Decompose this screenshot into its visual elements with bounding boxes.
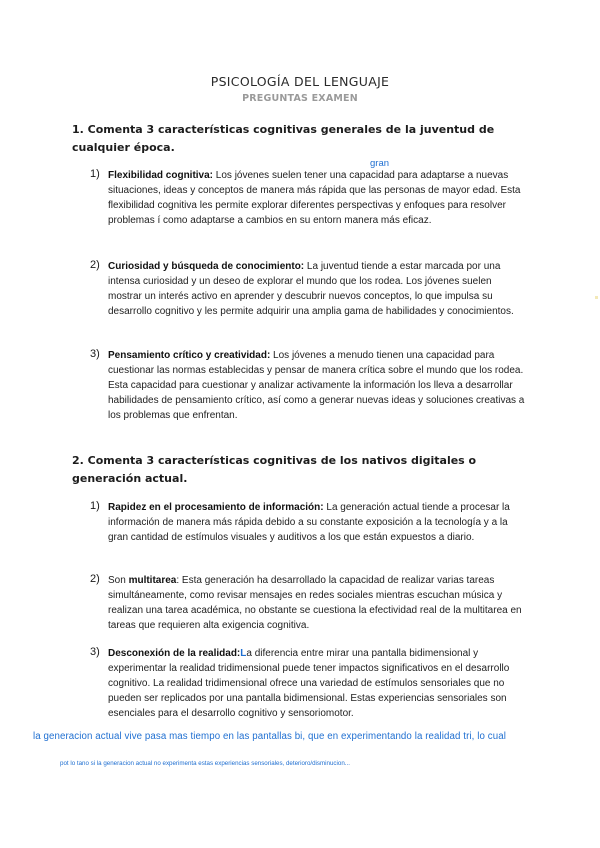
handwritten-note-inline: gran	[370, 158, 390, 169]
item-term: Rapidez en el procesamiento de información:	[108, 502, 324, 513]
item-text	[108, 168, 528, 228]
margin-mark	[595, 296, 598, 299]
item-number: 3)	[90, 646, 100, 658]
page-subtitle: PREGUNTAS EXAMEN	[242, 93, 358, 104]
handwritten-note-line-2: pot lo tano si la generacion actual no experimenta estas experiencias sensoriales, deterioro/disminucion...	[60, 760, 350, 767]
item-text	[108, 259, 528, 319]
item-body: Los jóvenes suelen tener una capacidad para adaptarse a nuevas situaciones, ideas y conceptos de manera más rápida que las personas de mayor edad. Esta flexibilidad cognitiva les permite explorar diferentes perspectivas y enfoques para resolver problemas í como adaptarse a cambios en su entorn manera más eficaz.	[108, 170, 521, 226]
item-text	[108, 573, 528, 633]
item-number: 2)	[90, 259, 100, 271]
item-number: 3)	[90, 348, 100, 360]
item-body: La generación actual tiende a procesar la información de manera más rápida debido a su constante exposición a la tecnología y a la gran cantidad de estímulos visuales y auditivos a los que están expuestos a diario.	[108, 502, 510, 543]
item-text	[108, 348, 528, 423]
item-number: 1)	[90, 500, 100, 512]
insertion-caret: L	[240, 648, 247, 659]
item-term: Desconexión de la realidad:	[108, 648, 241, 659]
item-term: Curiosidad y búsqueda de conocimiento:	[108, 261, 305, 272]
item-body: La juventud tiende a estar marcada por una intensa curiosidad y un deseo de explorar el mundo que los rodea. Los jóvenes suelen mostrar un interés activo en aprender y descubrir nuevos conceptos, lo que impulsa su desarrollo cognitivo y les permite adquirir una amplia gama de habilidades y conocimientos.	[108, 261, 514, 317]
item-term: Pensamiento crítico y creatividad:	[108, 350, 271, 361]
page-title: PSICOLOGÍA DEL LENGUAJE	[210, 74, 390, 89]
item-text	[108, 500, 528, 545]
handwritten-note-line-1: la generacion actual vive pasa mas tiempo en las pantallas bi, que en experimentando la realidad tri, lo cual	[33, 731, 506, 742]
item-number: 2)	[90, 573, 100, 585]
item-body: : Esta generación ha desarrollado la capacidad de realizar varias tareas simultáneamente, como revisar mensajes en redes sociales mientras escuchan música y realizan una tarea académica, no obstante se cuestiona la efectividad real de la multitarea en tareas que requieren alta exigencia cognitiva.	[108, 575, 522, 631]
item-number: 1)	[90, 168, 100, 180]
question-2-heading: 2. Comenta 3 características cognitivas de los nativos digitales o generación actual.	[72, 454, 477, 485]
item-lead: Son	[108, 575, 129, 586]
item-body: Los jóvenes a menudo tienen una capacidad para cuestionar las normas establecidas y pensar de manera crítica sobre el mundo que los rodea. Esta capacidad para cuestionar y analizar activamente la información los lleva a desarrollar habilidades de pensamiento crítico, así como a generar nuevas ideas y soluciones creativas a los problemas que enfrentan.	[108, 350, 525, 421]
item-body: a diferencia entre mirar una pantalla bidimensional y experimentar la realidad tridimensional puede tener impactos significativos en el desarrollo cognitivo. La realidad tridimensional ofrece una variedad de estímulos sensoriales que no pueden ser replicados por una pantalla bidimensional. Estas experiencias sensoriales son esenciales para el desarrollo cognitivo y sensoriomotor.	[108, 648, 510, 719]
question-1-heading: 1. Comenta 3 características cognitivas generales de la juventud de cualquier época.	[72, 123, 495, 154]
item-text	[108, 646, 528, 721]
item-term: multitarea	[128, 575, 177, 586]
item-term: Flexibilidad cognitiva:	[108, 170, 214, 181]
